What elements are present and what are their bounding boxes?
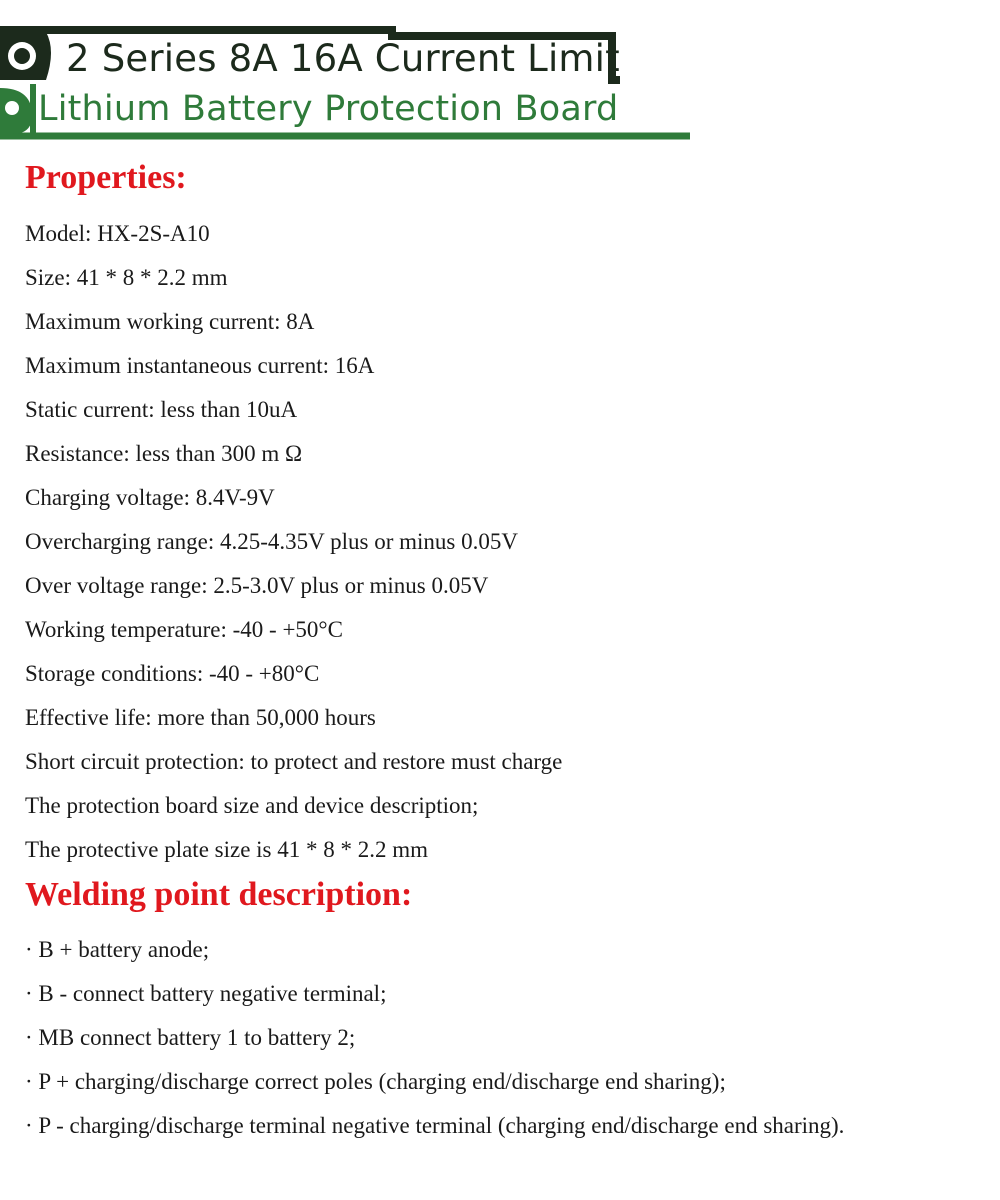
welding-item: · B - connect battery negative terminal; bbox=[25, 981, 387, 1006]
properties-list bbox=[25, 212, 562, 872]
property-item: Storage conditions: -40 - +80°C bbox=[25, 661, 320, 686]
property-item: Short circuit protection: to protect and restore must charge bbox=[25, 749, 563, 774]
property-item: Overcharging range: 4.25-4.35V plus or minus 0.05V bbox=[25, 529, 518, 554]
property-item: The protection board size and device description; bbox=[25, 793, 479, 818]
properties-heading: Properties: bbox=[25, 159, 187, 196]
header-banner bbox=[0, 0, 1000, 150]
property-item: The protective plate size is 41 * 8 * 2.2 mm bbox=[25, 837, 429, 862]
green-pad-hole bbox=[5, 101, 19, 115]
green-trace-stub bbox=[30, 84, 36, 136]
property-item: Charging voltage: 8.4V-9V bbox=[25, 485, 275, 510]
property-item: Resistance: less than 300 m Ω bbox=[25, 441, 303, 466]
property-item: Model: HX-2S-A10 bbox=[25, 221, 210, 246]
property-item: Over voltage range: 2.5-3.0V plus or minus 0.05V bbox=[25, 573, 489, 598]
welding-list bbox=[25, 928, 925, 1148]
property-item: Size: 41 * 8 * 2.2 mm bbox=[25, 265, 228, 290]
property-item: Static current: less than 10uA bbox=[25, 397, 298, 422]
welding-item: · MB connect battery 1 to battery 2; bbox=[25, 1025, 356, 1050]
welding-item: · P - charging/discharge terminal negative terminal (charging end/discharge end sharing). bbox=[25, 1113, 845, 1138]
property-item: Working temperature: -40 - +50°C bbox=[25, 617, 343, 642]
welding-item: · B + battery anode; bbox=[25, 937, 210, 962]
welding-heading: Welding point description: bbox=[25, 876, 413, 913]
property-item: Maximum instantaneous current: 16A bbox=[25, 353, 375, 378]
dark-pad-core bbox=[14, 48, 30, 64]
property-item: Effective life: more than 50,000 hours bbox=[25, 705, 376, 730]
title-line2: Lithium Battery Protection Board bbox=[38, 89, 619, 129]
property-item: Maximum working current: 8A bbox=[25, 309, 315, 334]
welding-item: · P + charging/discharge correct poles (charging end/discharge end sharing); bbox=[25, 1069, 726, 1094]
title-line1: 2 Series 8A 16A Current Limit bbox=[66, 37, 620, 80]
